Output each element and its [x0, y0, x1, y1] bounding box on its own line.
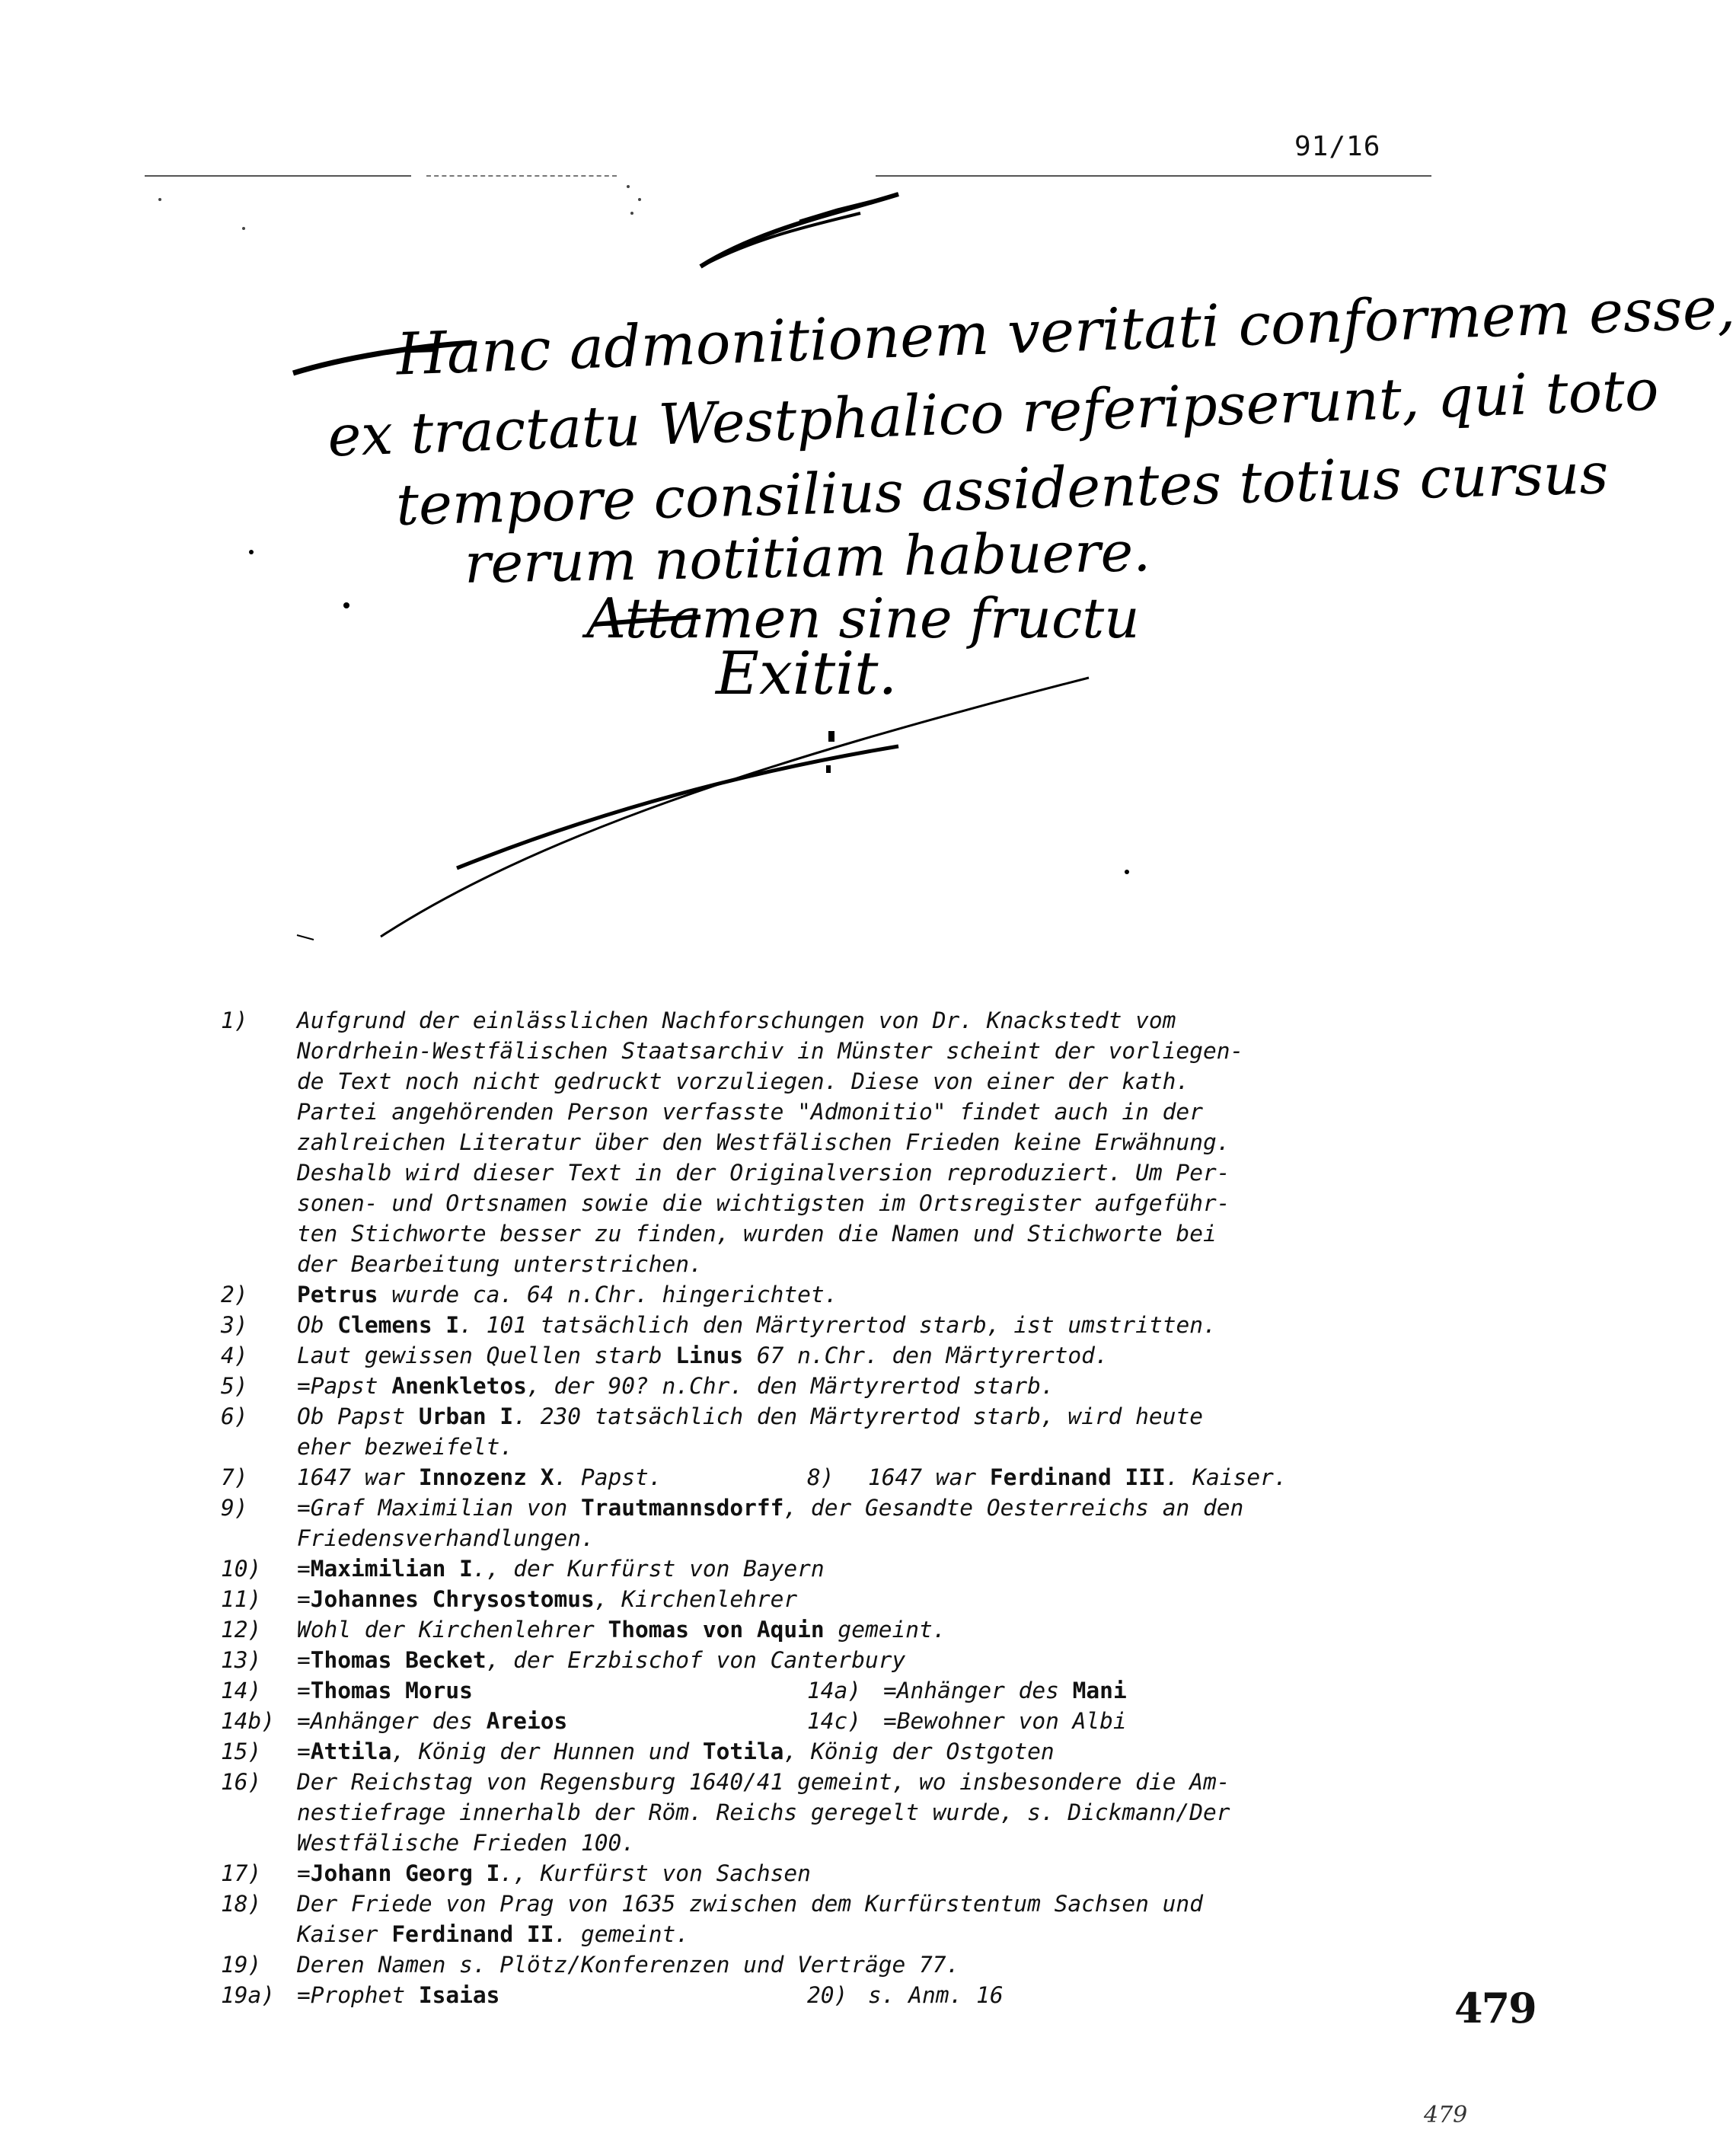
- footnote: 17) =Johann Georg I., Kurfürst von Sachsen: [221, 1860, 811, 1886]
- footnote: 2) Petrus wurde ca. 64 n.Chr. hingerichtet.: [221, 1282, 838, 1307]
- footnote-pair: 7) 1647 war Innozenz X. Papst. 8) 1647 war Ferdinand III. Kaiser.: [221, 1464, 1288, 1490]
- manuscript-line: Hanc admonitionem veritati conformem esse,: [394, 273, 1736, 388]
- footnote-pair: 19a) =Prophet Isaias 20) s. Anm. 16: [221, 1982, 1004, 2008]
- footnote: 11) =Johannes Chrysostomus, Kirchenlehrer: [221, 1586, 798, 1612]
- manuscript-line: Exitit.: [716, 640, 898, 708]
- footnote: 5) =Papst Anenkletos, der 90? n.Chr. den Märtyrertod starb.: [221, 1373, 1055, 1399]
- footnote: 19) Deren Namen s. Plötz/Konferenzen und Verträge 77.: [221, 1952, 960, 1978]
- footnote: 16) Der Reichstag von Regensburg 1640/41 gemeint, wo insbesondere die Am- nestiefrage innerhalb der Röm. Reichs geregelt wurde, s. Dickmann/Der Westfälische Frieden 100.: [221, 1769, 1230, 1856]
- footnote: 12) Wohl der Kirchenlehrer Thomas von Aquin gemeint.: [221, 1617, 946, 1643]
- footnote-pair: 14) =Thomas Morus 14a) =Anhänger des Mani: [221, 1678, 1127, 1703]
- manuscript-line: ex tractatu Westphalico referipserunt, qui toto: [327, 357, 1660, 470]
- archive-stamp: 479: [1454, 1984, 1536, 2032]
- handwritten-manuscript: [0, 0, 1736, 990]
- footnote: 1) Aufgrund der einlässlichen Nachforschungen von Dr. Knackstedt vom Nordrhein-Westfälischen Staatsarchiv in Münster scheint der vorliegen- de Text noch nicht gedruckt vorzuliegen. Diese von einer der kath. Partei angehörenden Person verfasste "Admonitio" findet auch in der zahlreichen Literatur über den Westfälischen Frieden keine Erwähnung. Deshalb wird dieser Text in der Originalversion reproduziert. Um Per- sonen- und Ortsnamen sowie die wichtigsten im Ortsregister aufgeführ- ten Stichworte besser zu finden, wurden die Namen und Stichworte bei der Bearbeitung unterstrichen.: [221, 1007, 1244, 1277]
- page-number: 91/16: [1294, 131, 1381, 162]
- page-annotation: 479: [1424, 2102, 1468, 2128]
- manuscript-line: tempore consilius assidentes totius cursus: [395, 441, 1610, 538]
- manuscript-line: rerum notitiam habuere.: [464, 519, 1151, 595]
- footnote: 15) =Attila, König der Hunnen und Totila, König der Ostgoten: [221, 1739, 1055, 1764]
- footnote: 4) Laut gewissen Quellen starb Linus 67 n.Chr. den Märtyrertod.: [221, 1343, 1109, 1368]
- footnote: 9) =Graf Maximilian von Trautmannsdorff, der Gesandte Oesterreichs an den Friedensverhandlungen.: [221, 1495, 1244, 1551]
- footnote: 6) Ob Papst Urban I. 230 tatsächlich den Märtyrertod starb, wird heute eher bezweifelt.: [221, 1403, 1203, 1460]
- manuscript-line: Attamen sine fructu: [586, 586, 1140, 650]
- footnote-pair: 14b) =Anhänger des Areios 14c) =Bewohner von Albi: [221, 1708, 1127, 1734]
- footnote: 18) Der Friede von Prag von 1635 zwischen dem Kurfürstentum Sachsen und Kaiser Ferdinand II. gemeint.: [221, 1891, 1203, 1947]
- footnotes: [221, 1005, 1409, 2010]
- footnote: 13) =Thomas Becket, der Erzbischof von Canterbury: [221, 1647, 906, 1673]
- footnote: 10) =Maximilian I., der Kurfürst von Bayern: [221, 1556, 825, 1582]
- footnote: 3) Ob Clemens I. 101 tatsächlich den Märtyrertod starb, ist umstritten.: [221, 1312, 1217, 1338]
